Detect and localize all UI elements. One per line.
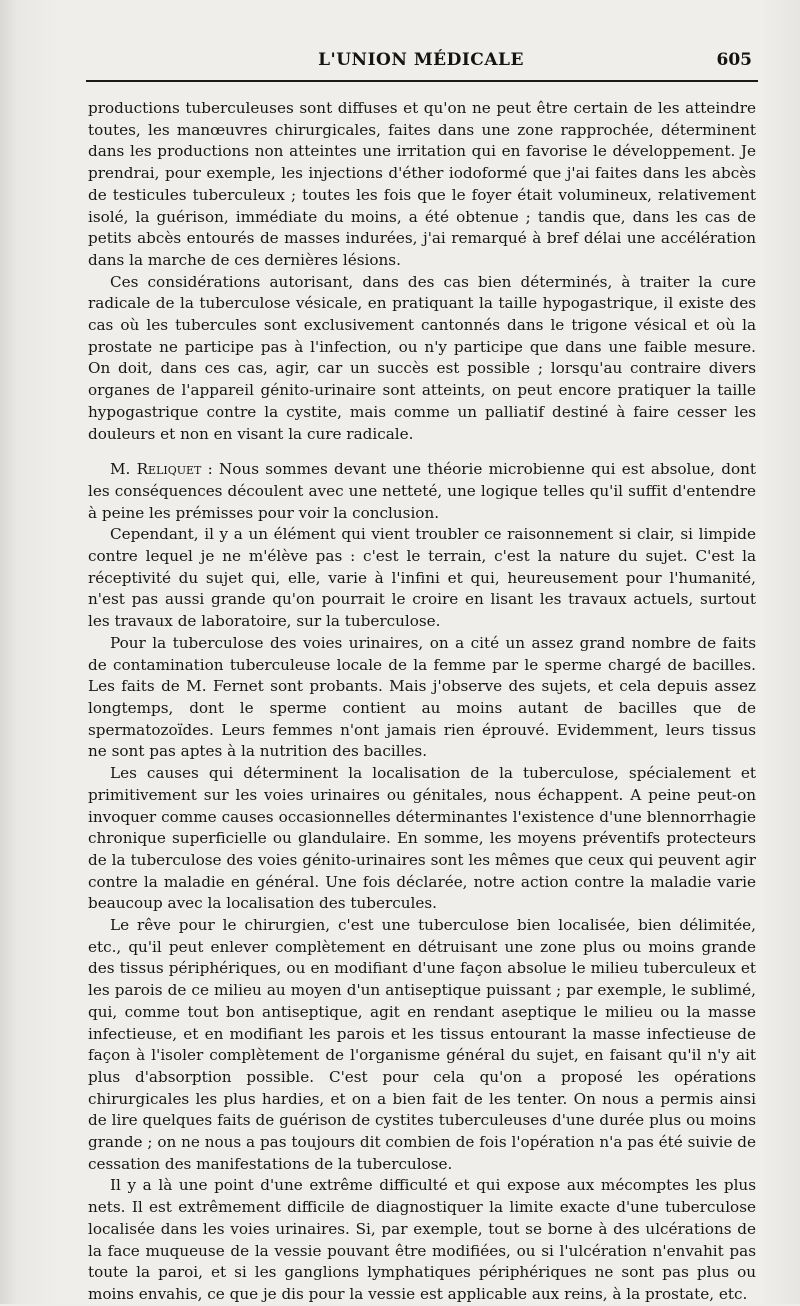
paragraph-7: Le rêve pour le chirurgien, c'est une tuberculose bien localisée, bien délimitée, etc., qu'il peut enlever complètement en détruisant une zone plus ou moins grande des tissus périphériques, ou en modifiant d'une façon absolue le milieu tuberculeux et les parois de ce milieu au moyen d'un antiseptique puissant ; par exemple, le sublimé, qui, comme tout bon antiseptique, agit en rendant aseptique le milieu ou la masse infectieuse, et en modifiant les parois et les tissus entourant la masse infectieuse de façon à l'isoler complètement de l'organisme général du sujet, en faisant qu'il n'y ait plus d'absorption possible. C'est pour cela qu'on a proposé les opérations chirurgicales les plus hardies, et on a bien fait de les tenter. On nous a permis ainsi de lire quelques faits de guérison de cystites tuberculeuses d'une durée plus ou moins grande ; on ne nous a pas toujours dit combien de fois l'opération n'a pas été suivie de cessation des manifestations de la tuberculose. — [88, 916, 756, 1173]
running-title: L'UNION MÉDICALE — [318, 50, 524, 70]
paragraph-2: Ces considérations autorisant, dans des cas bien déterminés, à traiter la cure radicale de la tuberculose vésicale, en pratiquant la taille hypogastrique, il existe des cas où les tubercules sont exclusivement cantonnés dans le trigone vésical et où la prostate ne participe pas à l'infection, ou n'y participe que dans une faible mesure. On doit, dans ces cas, agir, car un succès est possible ; lorsqu'au contraire divers organes de l'appareil génito-urinaire sont atteints, on peut encore pratiquer la taille hypogastrique contre la cystite, mais comme un palliatif destiné à faire cesser les douleurs et non en visant la cure radicale. — [88, 272, 756, 443]
paragraph-8: Il y a là une point d'une extrême difficulté et qui expose aux mécomptes les plus nets. Il est extrêmement difficile de diagnostiquer la limite exacte d'une tuberculose localisée dans les voies urinaires. Si, par exemple, tout se borne à des ulcérations de la face muqueuse de la vessie pouvant être modifiées, ou si l'ulcération n'envahit pas toute la paroi, et si les ganglions lymphatiques périphériques ne sont pas plus ou moins envahis, ce que je dis pour la vessie est applicable aux reins, à la prostate, etc. — [88, 1176, 756, 1303]
paragraph-3-text: Nous sommes devant une théorie microbienne qui est absolue, dont les conséquences découlent avec une netteté, une logique telles qu'il suffit d'entendre à peine les prémisses pour voir la conclusion. — [88, 460, 756, 522]
page-number: 605 — [716, 50, 752, 70]
paragraph-3 — [88, 459, 756, 524]
article-body — [88, 98, 756, 1306]
paragraph-5: Pour la tuberculose des voies urinaires, on a cité un assez grand nombre de faits de contamination tuberculeuse locale de la femme par le sperme chargé de bacilles. Les faits de M. Fernet sont probants. Mais j'observe des sujets, et cela depuis assez longtemps, dont le sperme contient au moins autant de bacilles que de spermatozoïdes. Leurs femmes n'ont jamais rien éprouvé. Evidemment, leurs tissus ne sont pas aptes à la nutrition des bacilles. — [88, 633, 756, 761]
speaker-name: M. Reliquet : — [110, 460, 213, 479]
paragraph-1: productions tuberculeuses sont diffuses et qu'on ne peut être certain de les atteindre toutes, les manœuvres chirurgicales, faites dans une zone rapprochée, déterminent dans les productions non atteintes une irritation qui en favorise le développement. Je prendrai, pour exemple, les injections d'éther iodoformé que j'ai faites dans les abcès de testicules tuberculeux ; toutes les fois que le foyer était volumineux, relativement isolé, la guérison, immédiate du moins, a été obtenue ; tandis que, dans les cas de petits abcès entourés de masses indurées, j'ai remarqué à bref délai une accélération dans la marche de ces dernières lésions. — [88, 99, 756, 269]
paragraph-6: Les causes qui déterminent la localisation de la tuberculose, spécialement et primitivement sur les voies urinaires ou génitales, nous échappent. A peine peut-on invoquer comme causes occasionnelles déterminantes l'existence d'une blennorrhagie chronique superficielle ou glandulaire. En somme, les moyens préventifs protecteurs de la tuberculose des voies génito-urinaires sont les mêmes que ceux qui peuvent agir contre la maladie en général. Une fois déclarée, notre action contre la maladie varie beaucoup avec la localisation des tubercules. — [88, 764, 756, 913]
header-rule — [86, 80, 758, 82]
paragraph-4: Cependant, il y a un élément qui vient troubler ce raisonnement si clair, si limpide contre lequel je ne m'élève pas : c'est le terrain, c'est la nature du sujet. C'est la réceptivité du sujet qui, elle, varie à l'infini et qui, heureusement pour l'humanité, n'est pas aussi grande qu'on pourrait le croire en lisant les travaux actuels, surtout les travaux de laboratoire, sur la tuberculose. — [88, 525, 756, 631]
page-header — [86, 50, 756, 78]
